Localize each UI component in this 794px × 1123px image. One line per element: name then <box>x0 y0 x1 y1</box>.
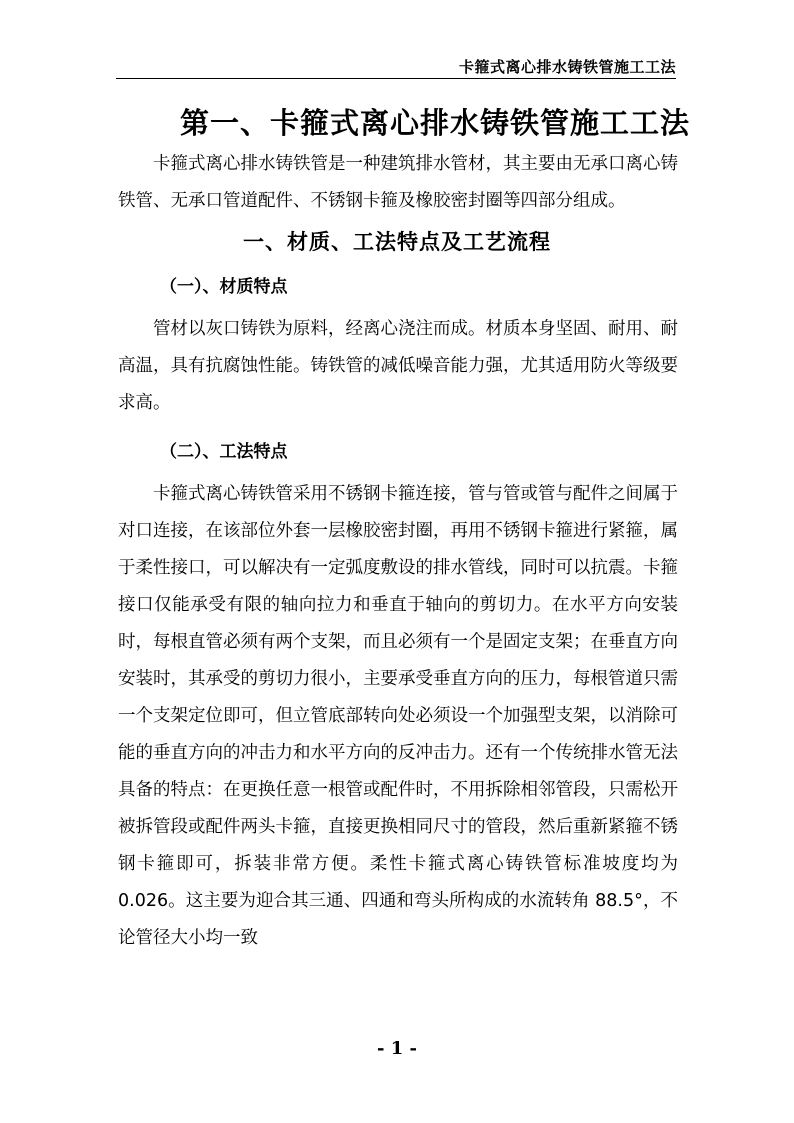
running-header: 卡箍式离心排水铸铁管施工工法 <box>458 58 676 76</box>
page-title: 第一、卡箍式离心排水铸铁管施工工法 <box>180 106 691 140</box>
page-number: - 1 - <box>377 1038 417 1059</box>
subsection-heading-material: （一）、材质特点 <box>160 277 288 297</box>
intro-paragraph: 卡箍式离心排水铸铁管是一种建筑排水管材，其主要由无承口离心铸铁管、无承口管道配件、不锈钢卡箍及橡胶密封圈等四部分组成。 <box>118 154 678 211</box>
section-heading: 一、材质、工法特点及工艺流程 <box>243 229 551 254</box>
header-divider <box>116 78 676 79</box>
material-paragraph: 管材以灰口铸铁为原料，经离心浇注而成。材质本身坚固、耐用、耐高温，具有抗腐蚀性能。铸铁管的减低噪音能力强，尤其适用防火等级要求高。 <box>118 319 678 413</box>
method-paragraph: 卡箍式离心铸铁管采用不锈钢卡箍连接，管与管或管与配件之间属于对口连接，在该部位外套一层橡胶密封圈，再用不锈钢卡箍进行紧箍，属于柔性接口，可以解决有一定弧度敷设的排水管线，同时可以抗震。卡箍接口仅能承受有限的轴向拉力和垂直于轴向的剪切力。在水平方向安装时，每根直管必须有两个支架，而且必须有一个是固定支架；在垂直方向安装时，其承受的剪切力很小，主要承受垂直方向的压力，每根管道只需一个支架定位即可，但立管底部转向处必须设一个加强型支架，以消除可能的垂直方向的冲击力和水平方向的反冲击力。还有一个传统排水管无法具备的特点：在更换任意一根管或配件时，不用拆除相邻管段，只需松开被拆管段或配件两头卡箍，直接更换相同尺寸的管段，然后重新紧箍不锈钢卡箍即可，拆装非常方便。柔性卡箍式离心铸铁管标准坡度均为0.026。这主要为迎合其三通、四通和弯头所构成的水流转角 88.5°，不论管径大小均一致 <box>118 484 678 948</box>
subsection-heading-method: （二）、工法特点 <box>160 442 288 462</box>
